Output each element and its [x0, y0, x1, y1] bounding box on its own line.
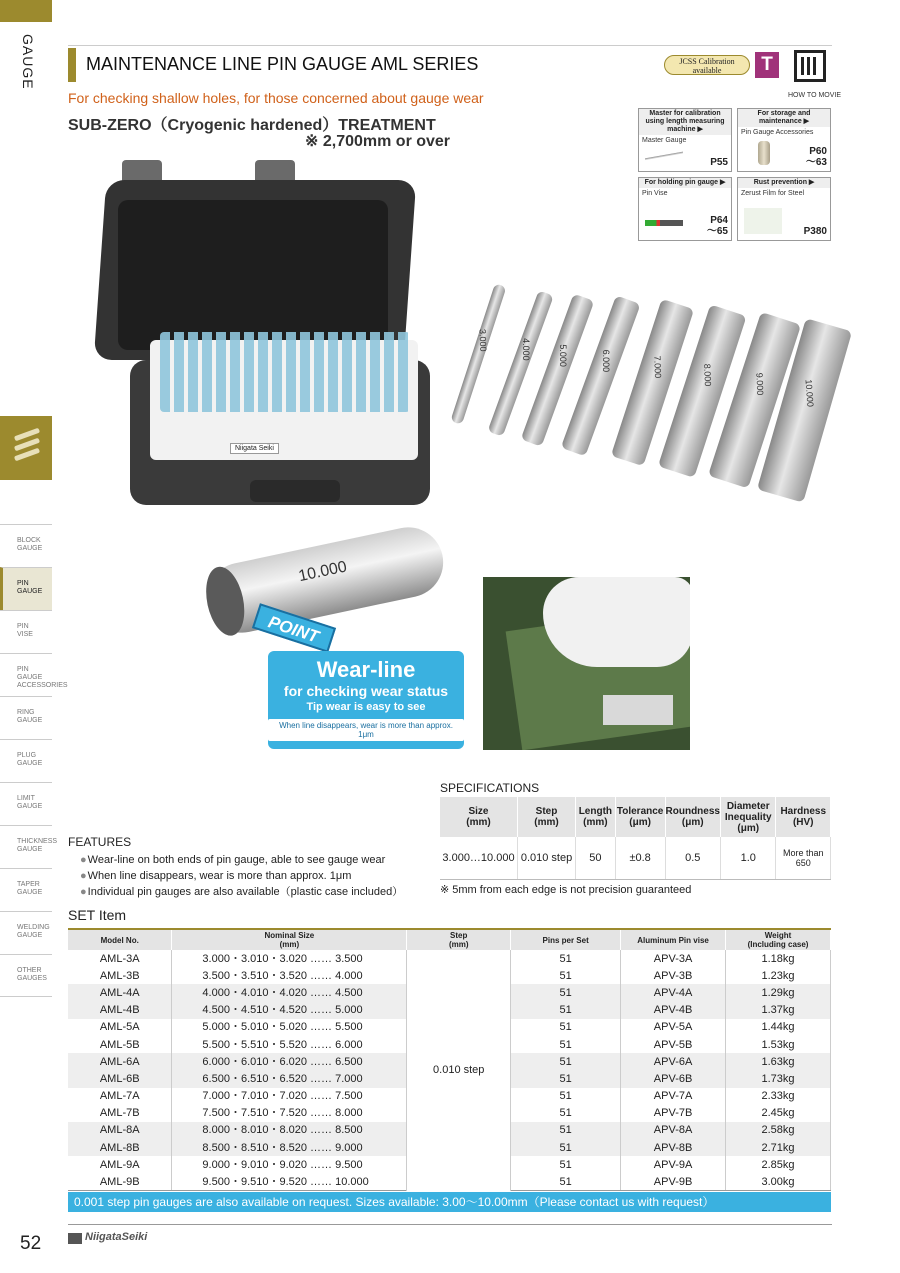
- sidebar-item-pin-vise[interactable]: PIN VISE: [0, 610, 52, 653]
- nominal-size-cell: 3.500・3.510・3.520 …… 4.000: [172, 967, 407, 984]
- pins-per-set-cell: 51: [511, 1156, 621, 1173]
- section-tab: [0, 0, 52, 22]
- pin-vise-cell: APV-9B: [621, 1173, 726, 1190]
- sidebar-item-plug-gauge[interactable]: PLUG GAUGE: [0, 739, 52, 782]
- spec-cell: 3.000…10.000: [440, 837, 517, 879]
- master-gauge-thumb: [645, 149, 683, 165]
- pins-per-set-cell: 51: [511, 950, 621, 967]
- set-item-heading: SET Item: [68, 907, 127, 923]
- nominal-size-cell: 5.000・5.010・5.020 …… 5.500: [172, 1019, 407, 1036]
- spec-cell: More than 650: [776, 837, 831, 879]
- pin-vise-cell: APV-3A: [621, 950, 726, 967]
- nominal-size-cell: 4.500・4.510・4.520 …… 5.000: [172, 1002, 407, 1019]
- pin-size-label: 8.000: [702, 363, 713, 387]
- nominal-size-cell: 7.000・7.010・7.020 …… 7.500: [172, 1088, 407, 1105]
- set-header: Pins per Set: [511, 929, 621, 950]
- weight-cell: 1.23kg: [726, 967, 831, 984]
- pin-size-label: 5.000: [557, 344, 568, 367]
- pin-vise-cell: APV-4A: [621, 984, 726, 1001]
- nominal-size-cell: 8.000・8.010・8.020 …… 8.500: [172, 1122, 407, 1139]
- spec-header: Hardness (HV): [776, 797, 831, 837]
- model-no-cell: AML-4A: [68, 984, 172, 1001]
- footer-rule: [68, 1224, 832, 1225]
- pin-vise-cell: APV-7A: [621, 1088, 726, 1105]
- spec-cell: 50: [576, 837, 616, 879]
- spec-cell: 1.0: [720, 837, 775, 879]
- pins-per-set-cell: 51: [511, 1070, 621, 1087]
- weight-cell: 2.71kg: [726, 1139, 831, 1156]
- spec-header: Size (mm): [440, 797, 517, 837]
- pins-per-set-cell: 51: [511, 1173, 621, 1190]
- sidebar-item-pin-gauge[interactable]: PIN GAUGE: [0, 567, 52, 610]
- weight-cell: 2.58kg: [726, 1122, 831, 1139]
- qr-code-icon[interactable]: [794, 50, 826, 82]
- pin-vise-cell: APV-6B: [621, 1070, 726, 1087]
- sidebar-item-block-gauge[interactable]: BLOCK GAUGE: [0, 524, 52, 567]
- features-list: [80, 852, 403, 900]
- pin-vise-cell: APV-5A: [621, 1019, 726, 1036]
- jcss-badge: JCSS Calibration available: [664, 55, 750, 75]
- pins-per-set-cell: 51: [511, 1002, 621, 1019]
- ref-zerust-film[interactable]: Rust prevention ▶ Zerust Film for Steel P380: [737, 177, 831, 241]
- pin-vise-cell: APV-7B: [621, 1105, 726, 1122]
- zerust-film-thumb: [744, 208, 782, 234]
- accessory-thumb: [758, 141, 770, 165]
- pin-size-label: 9.000: [754, 372, 766, 396]
- spec-cell: ±0.8: [615, 837, 665, 879]
- title-accent: [68, 48, 76, 82]
- pins-per-set-cell: 51: [511, 1105, 621, 1122]
- nominal-size-cell: 5.500・5.510・5.520 …… 6.000: [172, 1036, 407, 1053]
- point-tag: POINT: [252, 603, 336, 652]
- pin-vise-cell: APV-9A: [621, 1156, 726, 1173]
- sidebar-item-welding-gauge[interactable]: WELDING GAUGE: [0, 911, 52, 954]
- pin-vise-cell: APV-8B: [621, 1139, 726, 1156]
- brand-logo: NiigataSeiki: [85, 1231, 148, 1243]
- model-no-cell: AML-3B: [68, 967, 172, 984]
- weight-cell: 1.37kg: [726, 1002, 831, 1019]
- pin-size-label: 7.000: [652, 355, 663, 379]
- spec-cell: 0.010 step: [517, 837, 575, 879]
- pin-gauge-case-image: [100, 160, 430, 505]
- specifications-note: ※ 5mm from each edge is not precision guaranteed: [440, 884, 692, 896]
- weight-cell: 1.18kg: [726, 950, 831, 967]
- set-item-table: [68, 928, 831, 1191]
- set-header: Model No.: [68, 929, 172, 950]
- nominal-size-cell: 3.000・3.010・3.020 …… 3.500: [172, 950, 407, 967]
- page-title: MAINTENANCE LINE PIN GAUGE AML SERIES: [86, 54, 479, 74]
- pin-gauge-icon: [0, 416, 52, 480]
- request-note: 0.001 step pin gauges are also available on request. Sizes available: 3.00～10.00mm（Please contact us with request）: [68, 1192, 831, 1212]
- sidebar-item-thickness-gauge[interactable]: THICKNESS GAUGE: [0, 825, 52, 868]
- pins-per-set-cell: 51: [511, 1139, 621, 1156]
- model-no-cell: AML-7A: [68, 1088, 172, 1105]
- pin-size-label: 6.000: [601, 349, 612, 372]
- features-heading: FEATURES: [68, 835, 132, 849]
- nominal-size-cell: 6.500・6.510・6.520 …… 7.000: [172, 1070, 407, 1087]
- model-no-cell: AML-9A: [68, 1156, 172, 1173]
- usage-photo: [483, 577, 690, 750]
- pins-per-set-cell: 51: [511, 1053, 621, 1070]
- qr-label: HOW TO MOVIE: [788, 92, 842, 99]
- ref-pin-vise[interactable]: For holding pin gauge ▶ Pin Vise P64 ～65: [638, 177, 732, 241]
- nominal-size-cell: 7.500・7.510・7.520 …… 8.000: [172, 1105, 407, 1122]
- model-no-cell: AML-8B: [68, 1139, 172, 1156]
- nominal-size-cell: 6.000・6.010・6.020 …… 6.500: [172, 1053, 407, 1070]
- spec-header: Length (mm): [576, 797, 616, 837]
- model-no-cell: AML-6B: [68, 1070, 172, 1087]
- weight-cell: 1.73kg: [726, 1070, 831, 1087]
- weight-cell: 1.63kg: [726, 1053, 831, 1070]
- pin-size-label: 3.000: [477, 328, 489, 352]
- spec-cell: 0.5: [665, 837, 720, 879]
- pin-vise-cell: APV-6A: [621, 1053, 726, 1070]
- model-no-cell: AML-7B: [68, 1105, 172, 1122]
- model-no-cell: AML-5B: [68, 1036, 172, 1053]
- pins-per-set-cell: 51: [511, 1122, 621, 1139]
- case-label: Niigata Seiki: [230, 443, 279, 454]
- feature-item: ● Wear-line on both ends of pin gauge, able to see gauge wear: [80, 852, 403, 868]
- step-cell: 0.010 step: [407, 950, 511, 1191]
- weight-cell: 2.85kg: [726, 1156, 831, 1173]
- set-header: Step (mm): [407, 929, 511, 950]
- model-no-cell: AML-9B: [68, 1173, 172, 1190]
- nominal-size-cell: 4.000・4.010・4.020 …… 4.500: [172, 984, 407, 1001]
- weight-cell: 1.29kg: [726, 984, 831, 1001]
- pins-per-set-cell: 51: [511, 967, 621, 984]
- pin-vise-cell: APV-8A: [621, 1122, 726, 1139]
- table-row: [68, 950, 831, 967]
- pin-vise-thumb: [645, 220, 683, 226]
- section-title: GAUGE: [20, 34, 36, 90]
- model-no-cell: AML-5A: [68, 1019, 172, 1036]
- spec-header: Tolerance (μm): [615, 797, 665, 837]
- page-number: 52: [20, 1233, 42, 1254]
- weight-cell: 2.45kg: [726, 1105, 831, 1122]
- pin-vise-cell: APV-4B: [621, 1002, 726, 1019]
- sidebar-item-limit-gauge[interactable]: LIMIT GAUGE: [0, 782, 52, 825]
- ref-pin-gauge-accessories[interactable]: For storage and maintenance ▶ Pin Gauge Accessories P60 ～63: [737, 108, 831, 172]
- sidebar-item-taper-gauge[interactable]: TAPER GAUGE: [0, 868, 52, 911]
- pins-per-set-cell: 51: [511, 1088, 621, 1105]
- nominal-size-cell: 9.000・9.010・9.020 …… 9.500: [172, 1156, 407, 1173]
- sidebar-item-pin-gauge-accessories[interactable]: PIN GAUGE ACCESSORIES: [0, 653, 52, 696]
- ref-master-gauge[interactable]: Master for calibration using length measuring machine ▶ Master Gauge P55: [638, 108, 732, 172]
- set-header: Weight (Including case): [726, 929, 831, 950]
- category-nav: [0, 524, 68, 997]
- pin-size-label: 4.000: [520, 338, 531, 361]
- model-no-cell: AML-3A: [68, 950, 172, 967]
- weight-cell: 3.00kg: [726, 1173, 831, 1190]
- pin-size-label: 10.000: [803, 379, 816, 408]
- sidebar-item-other-gauges[interactable]: OTHER GAUGES: [0, 954, 52, 997]
- weight-cell: 2.33kg: [726, 1088, 831, 1105]
- model-no-cell: AML-4B: [68, 1002, 172, 1019]
- specifications-heading: SPECIFICATIONS: [440, 781, 540, 795]
- t-badge: T: [755, 52, 779, 78]
- feature-item: ● Individual pin gauges are also available（plastic case included）: [80, 884, 403, 900]
- model-no-cell: AML-6A: [68, 1053, 172, 1070]
- pin-vise-cell: APV-5B: [621, 1036, 726, 1053]
- pins-per-set-cell: 51: [511, 1036, 621, 1053]
- spec-header: Step (mm): [517, 797, 575, 837]
- pins-per-set-cell: 51: [511, 984, 621, 1001]
- set-header: Nominal Size (mm): [172, 929, 407, 950]
- model-no-cell: AML-8A: [68, 1122, 172, 1139]
- brand-logo-icon: [68, 1233, 82, 1244]
- nominal-size-cell: 9.500・9.510・9.520 …… 10.000: [172, 1173, 407, 1190]
- weight-cell: 1.53kg: [726, 1036, 831, 1053]
- pins-per-set-cell: 51: [511, 1019, 621, 1036]
- feature-item: ● When line disappears, wear is more than approx. 1μm: [80, 868, 403, 884]
- nominal-size-cell: 8.500・8.510・8.520 …… 9.000: [172, 1139, 407, 1156]
- treatment-title: SUB-ZERO（Cryogenic hardened）TREATMENT: [68, 117, 436, 134]
- wear-line-callout: Wear-line for checking wear status Tip wear is easy to see When line disappears, wear is more than approx. 1μm: [268, 651, 464, 749]
- sidebar-item-ring-gauge[interactable]: RING GAUGE: [0, 696, 52, 739]
- spec-header: Roundness (μm): [665, 797, 720, 837]
- subtitle: For checking shallow holes, for those concerned about gauge wear: [68, 90, 484, 106]
- pin-vise-cell: APV-3B: [621, 967, 726, 984]
- spec-header: Diameter Inequality (μm): [720, 797, 775, 837]
- weight-cell: 1.44kg: [726, 1019, 831, 1036]
- wear-line-pin-image: 10.000: [200, 521, 449, 639]
- set-header: Aluminum Pin vise: [621, 929, 726, 950]
- specifications-table: [440, 797, 831, 880]
- treatment-note: ※ 2,700mm or over: [305, 133, 451, 150]
